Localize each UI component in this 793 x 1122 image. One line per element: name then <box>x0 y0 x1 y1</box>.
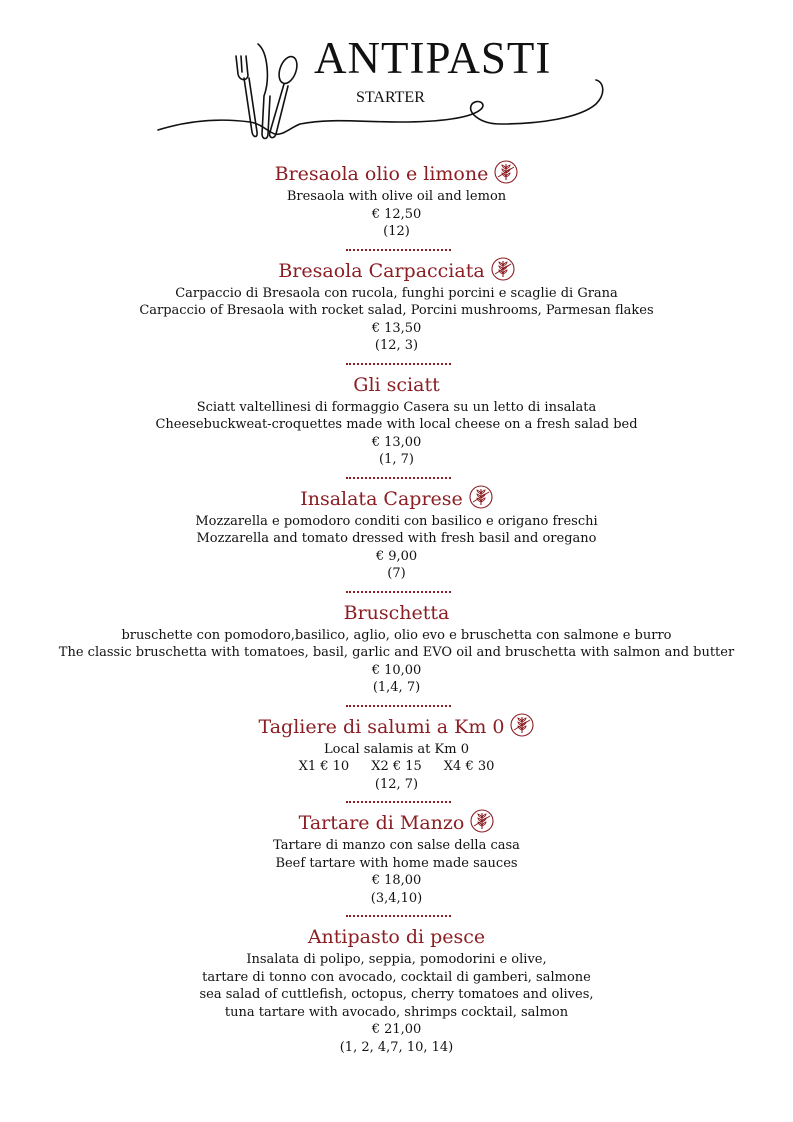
dish-price: € 13,00 <box>371 434 422 450</box>
wheat-leaf-icon <box>494 160 518 184</box>
menu-item <box>0 809 793 907</box>
wheat-leaf-icon <box>470 809 494 833</box>
dish-description: tartare di tonno con avocado, cocktail di gamberi, salmone <box>202 969 591 985</box>
dish-allergens: (1, 2, 4,7, 10, 14) <box>339 1039 454 1055</box>
menu-item <box>0 485 793 583</box>
price-option-x2: X2 € 15 <box>371 759 422 774</box>
dish-description: Carpaccio di Bresaola con rucola, funghi porcini e scaglie di Grana <box>175 285 618 301</box>
dish-allergens: (12) <box>383 224 410 239</box>
dish-name: Bresaola olio e limone <box>274 163 489 185</box>
dish-name-row <box>0 599 793 627</box>
dish-allergens: (7) <box>387 566 406 581</box>
dish-name: Tartare di Manzo <box>298 812 465 834</box>
dotted-divider <box>0 355 793 371</box>
dish-description-en: The classic bruschetta with tomatoes, basil, garlic and EVO oil and bruschetta with salmon and butter <box>58 645 735 660</box>
dish-name: Tagliere di salumi a Km 0 <box>258 715 505 738</box>
dish-price: € 9,00 <box>375 548 418 564</box>
menu-item <box>0 713 793 794</box>
dish-name-row <box>0 485 793 513</box>
dish-description-en: Beef tartare with home made sauces <box>275 855 518 871</box>
dish-allergens: (1, 7) <box>379 452 414 467</box>
dotted-divider <box>0 793 793 809</box>
menu-item <box>0 257 793 355</box>
dish-price: € 10,00 <box>371 662 422 678</box>
dish-price: € 18,00 <box>371 873 422 888</box>
dish-name-row <box>0 371 793 399</box>
dotted-divider <box>0 583 793 599</box>
menu-item <box>0 160 793 241</box>
dish-description-en: Mozzarella and tomato dressed with fresh basil and oregano <box>196 531 597 546</box>
menu-item <box>0 371 793 469</box>
wheat-leaf-icon <box>510 713 534 737</box>
dish-name: Antipasto di pesce <box>307 926 486 948</box>
dish-allergens: (12, 3) <box>374 338 419 353</box>
dish-name: Bruschetta <box>343 601 450 624</box>
dish-description: Insalata di polipo, seppia, pomodorini e olive, <box>246 952 547 967</box>
dish-description: Mozzarella e pomodoro conditi con basilico e origano freschi <box>195 513 598 529</box>
dish-name-row <box>0 257 793 285</box>
dish-description-en: Cheesebuckweat-croquettes made with local cheese on a fresh salad bed <box>155 417 638 432</box>
dish-allergens: (3,4,10) <box>370 890 423 906</box>
dish-name-row <box>0 923 793 951</box>
dish-description: Sciatt valtellinesi di formaggio Casera su un letto di insalata <box>196 399 597 415</box>
dotted-divider <box>0 697 793 713</box>
price-option-x1: X1 € 10 <box>298 759 350 774</box>
dish-price: € 12,50 <box>371 206 422 222</box>
wheat-leaf-icon <box>491 257 515 281</box>
menu-list <box>0 160 793 1056</box>
dish-description: Tartare di manzo con salse della casa <box>273 838 520 853</box>
dish-name-row <box>0 160 793 188</box>
dish-description: Local salamis at Km 0 <box>324 741 469 757</box>
dish-price-options <box>0 758 793 776</box>
dotted-divider <box>0 907 793 923</box>
page-title: ANTIPASTI <box>314 33 552 83</box>
dish-description-en: Carpaccio of Bresaola with rocket salad, Porcini mushrooms, Parmesan flakes <box>139 303 654 318</box>
dish-allergens: (12, 7) <box>374 776 419 792</box>
dotted-divider <box>0 469 793 485</box>
dotted-divider <box>0 241 793 257</box>
menu-header <box>0 0 793 150</box>
wheat-leaf-icon <box>469 485 493 509</box>
dish-name-row <box>0 809 793 837</box>
dish-name: Bresaola Carpacciata <box>278 259 485 282</box>
dish-description: bruschette con pomodoro,basilico, aglio, olio evo e bruschetta con salmone e burro <box>121 627 672 643</box>
dish-name-row <box>0 713 793 741</box>
menu-item <box>0 923 793 1056</box>
dish-description-en: sea salad of cuttlefish, octopus, cherry tomatoes and olives, <box>199 987 594 1002</box>
menu-item <box>0 599 793 697</box>
dish-description-en: tuna tartare with avocado, shrimps cocktail, salmon <box>224 1004 569 1020</box>
dish-description: Bresaola with olive oil and lemon <box>286 189 507 204</box>
dish-price: € 13,50 <box>371 320 422 336</box>
price-option-x4: X4 € 30 <box>443 759 495 774</box>
page-subtitle: STARTER <box>356 89 425 106</box>
dish-name: Insalata Caprese <box>300 487 463 510</box>
dish-name: Gli sciatt <box>353 373 440 396</box>
dish-price: € 21,00 <box>371 1022 422 1037</box>
dish-allergens: (1,4, 7) <box>372 680 421 695</box>
